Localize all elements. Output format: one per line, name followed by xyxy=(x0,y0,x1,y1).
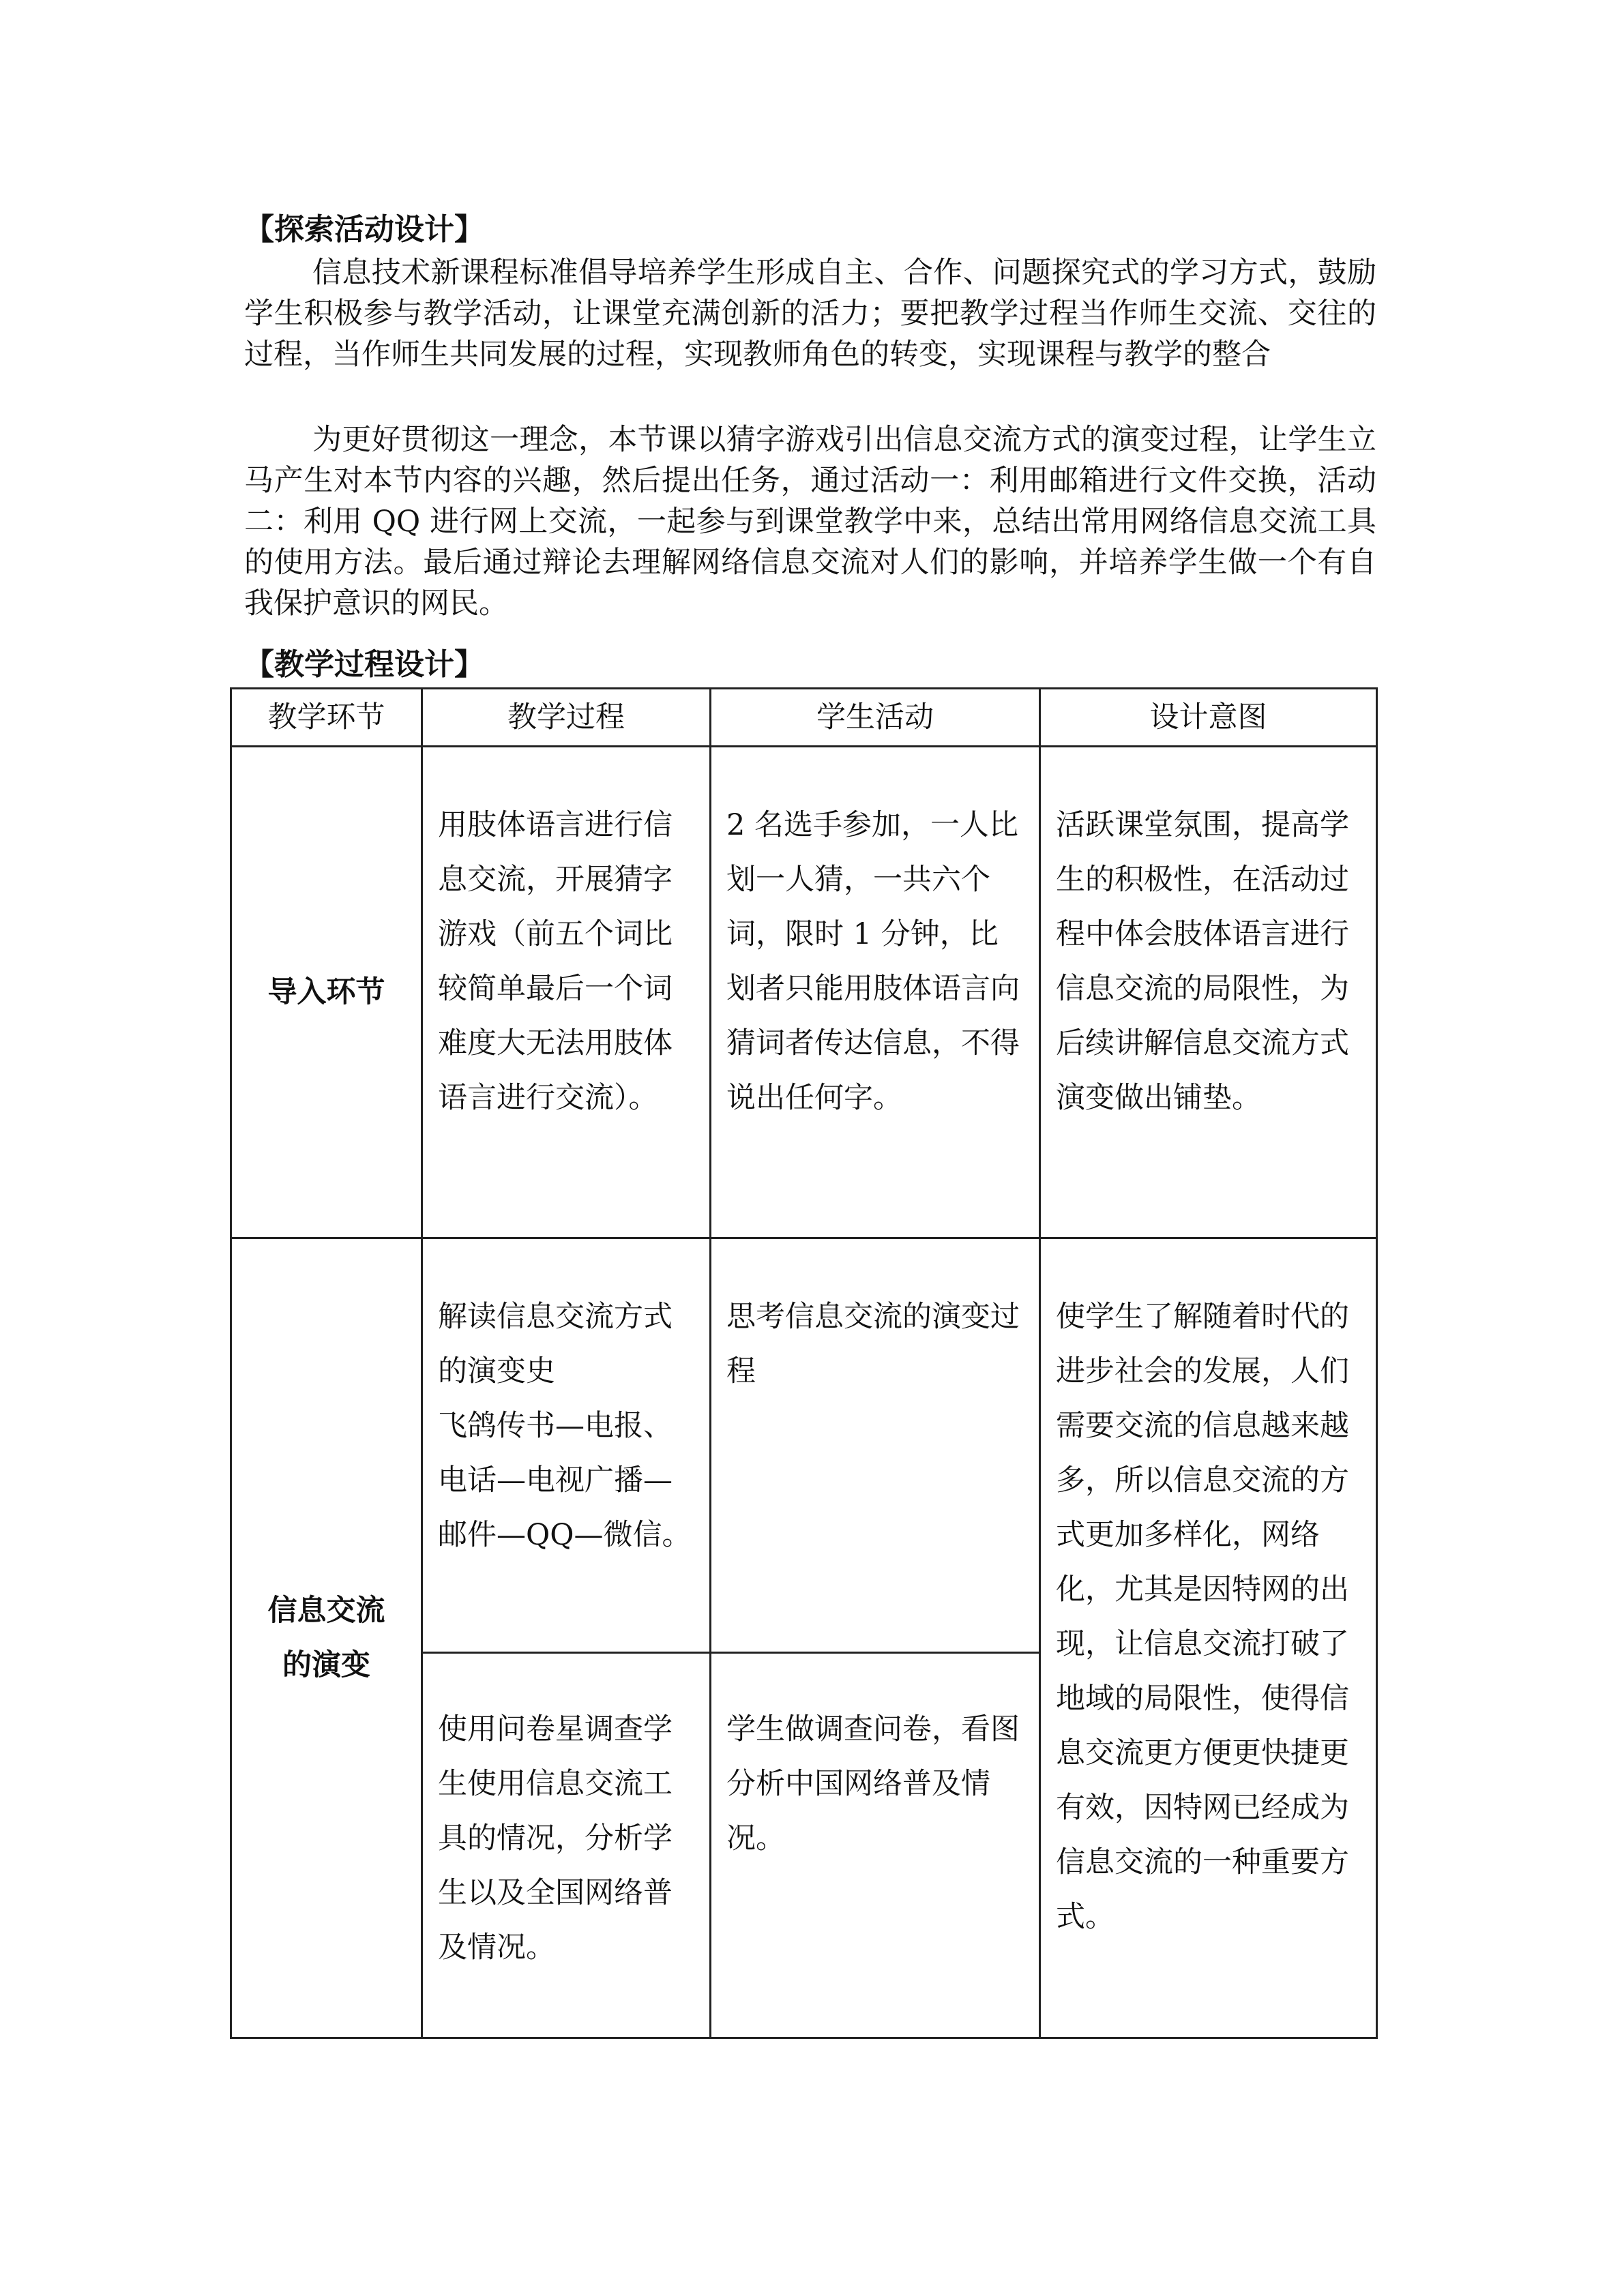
evolution-process-1-line-1: 解读信息交流方式的演变史 xyxy=(438,1300,673,1388)
evolution-process-cell-1 xyxy=(422,1238,711,1653)
evolution-activity-2: 学生做调查问卷，看图分析中国网络普及情况。 xyxy=(726,1712,1020,1855)
evolution-intent: 使学生了解随着时代的进步社会的发展，人们需要交流的信息越来越多，所以信息交流的方式更加多样化，网络化，尤其是因特网的出现，让信息交流打破了地域的局限性，使得信息交流更方便更快捷更有效，因特网已经成为信息交流的一种重要方式。 xyxy=(1056,1300,1349,1934)
evolution-process-1 xyxy=(423,1239,709,1562)
intro-activity: 2 名选手参加，一人比划一人猜，一共六个词，限时 1 分钟，比划者只能用肢体语言向猜词者传达信息，不得说出任何字。 xyxy=(726,808,1020,1115)
process-heading: 【教学过程设计】 xyxy=(244,647,484,682)
evolution-activity-cell-1 xyxy=(711,1238,1040,1653)
stage-evolution-line-2: 的演变 xyxy=(282,1648,370,1682)
explore-paragraph-2: 为更好贯彻这一理念，本节课以猜字游戏引出信息交流方式的演变过程，让学生立马产生对本节内容的兴趣，然后提出任务，通过活动一：利用邮箱进行文件交换，活动二：利用 QQ 进行网上交流，一起参与到课堂教学中来，总结出常用网络信息交流工具的使用方法。最后通过辩论去理解网络信息交流对人们的影响，并培养学生做一个有自我保护意识的网民。 xyxy=(244,423,1376,621)
explore-paragraph-1: 信息技术新课程标准倡导培养学生形成自主、合作、问题探究式的学习方式，鼓励学生积极参与教学活动，让课堂充满创新的活力；要把教学过程当作师生交流、交往的过程，当作师生共同发展的过程，实现教师角色的转变，实现课程与教学的整合 xyxy=(244,256,1376,372)
table-row xyxy=(231,747,1377,1238)
intro-intent-cell xyxy=(1040,747,1377,1238)
intro-activity-cell xyxy=(711,747,1040,1238)
evolution-process-2: 使用问卷星调查学生使用信息交流工具的情况，分析学生以及全国网络普及情况。 xyxy=(438,1712,673,1965)
header-intent: 设计意图 xyxy=(1040,689,1377,747)
intro-process: 用肢体语言进行信息交流，开展猜字游戏（前五个词比较简单最后一个词难度大无法用肢体语言进行交流）。 xyxy=(438,808,673,1115)
explore-heading: 【探索活动设计】 xyxy=(244,212,484,247)
table-row xyxy=(231,1238,1377,1653)
evolution-intent-cell xyxy=(1040,1238,1377,2038)
evolution-activity-cell-2 xyxy=(711,1653,1040,2038)
evolution-process-1-line-2: 飞鸽传书—电报、电话—电视广播—邮件—QQ—微信。 xyxy=(438,1409,692,1552)
header-process: 教学过程 xyxy=(422,689,711,747)
intro-intent: 活跃课堂氛围，提高学生的积极性，在活动过程中体会肢体语言进行信息交流的局限性，为后续讲解信息交流方式演变做出铺垫。 xyxy=(1056,808,1349,1115)
teaching-process-table xyxy=(230,687,1378,2039)
intro-process-cell xyxy=(422,747,711,1238)
stage-intro: 导入环节 xyxy=(231,747,422,1238)
evolution-process-cell-2 xyxy=(422,1653,711,2038)
header-stage: 教学环节 xyxy=(231,689,422,747)
evolution-activity-1: 思考信息交流的演变过程 xyxy=(726,1300,1020,1388)
table-header-row xyxy=(231,689,1377,747)
stage-evolution-line-1: 信息交流 xyxy=(267,1594,385,1628)
stage-evolution xyxy=(231,1238,422,2038)
header-activity: 学生活动 xyxy=(711,689,1040,747)
